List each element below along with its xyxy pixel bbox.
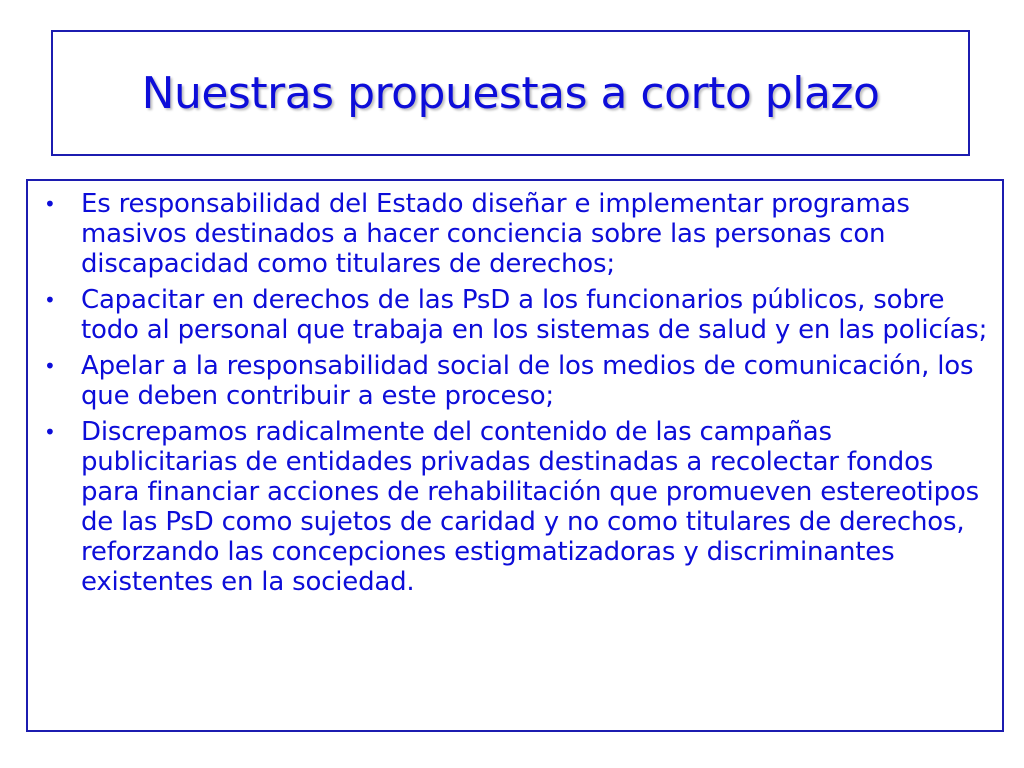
bullet-text: Apelar a la responsabilidad social de los medios de comunicación, los que deben contribuir a este proceso;: [81, 351, 974, 411]
bullet-dot-icon: •: [44, 288, 56, 312]
bullet-dot-icon: •: [44, 420, 56, 444]
bullet-dot-icon: •: [44, 354, 56, 378]
content-box: [26, 179, 1004, 732]
bullet-item: [42, 285, 988, 345]
bullet-text: Es responsabilidad del Estado diseñar e implementar programas masivos destinados a hacer conciencia sobre las personas con discapacidad como titulares de derechos;: [81, 189, 910, 279]
bullet-text: Capacitar en derechos de las PsD a los funcionarios públicos, sobre todo al personal que trabaja en los sistemas de salud y en las policías;: [81, 285, 988, 345]
title-box: [51, 30, 970, 156]
bullet-item: [42, 189, 988, 279]
slide-title: Nuestras propuestas a corto plazo: [141, 67, 880, 119]
bullet-item: [42, 417, 988, 597]
bullet-list: [42, 189, 988, 597]
bullet-dot-icon: •: [44, 192, 56, 216]
bullet-item: [42, 351, 988, 411]
bullet-text: Discrepamos radicalmente del contenido de las campañas publicitarias de entidades privadas destinadas a recolectar fondos para financiar acciones de rehabilitación que promueven estereotipos de las PsD como sujetos de caridad y no como titulares de derechos, reforzando las concepciones estigmatizadoras y discriminantes existentes en la sociedad.: [81, 417, 979, 597]
